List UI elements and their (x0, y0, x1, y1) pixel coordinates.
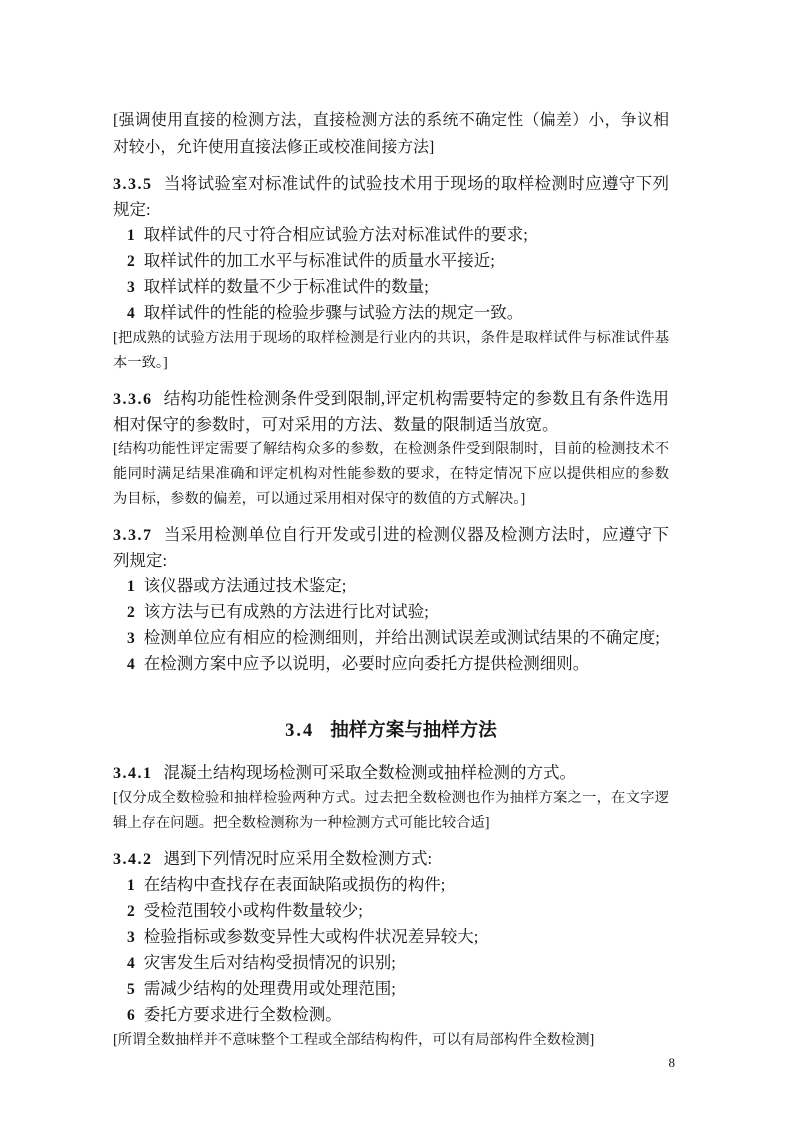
clause-3-4-1-number: 3.4.1 (113, 765, 153, 782)
list-item (113, 924, 669, 950)
item-number: 1 (127, 578, 135, 595)
clause-3-3-6 (113, 386, 669, 437)
item-number: 2 (127, 253, 135, 270)
clause-3-4-1-text: 混凝土结构现场检测可采取全数检测或抽样检测的方式。 (163, 763, 576, 782)
item-text: 需减少结构的处理费用或处理范围; (143, 979, 396, 998)
list-item (113, 872, 669, 898)
section-title: 抽样方案与抽样方法 (330, 721, 497, 741)
list-item (113, 248, 669, 274)
item-number: 3 (127, 929, 135, 946)
item-text: 委托方要求进行全数检测。 (143, 1005, 342, 1024)
item-text: 取样试样的数量不少于标准试件的数量; (143, 277, 429, 296)
clause-3-3-7-items (113, 573, 669, 677)
comment-3-4-1: [仅分成全数检验和抽样检验两种方式。过去把全数检测也作为抽样方案之一，在文字逻辑上存在问题。把全数检测称为一种检测方式可能比较合适] (113, 790, 669, 831)
clause-3-3-5 (113, 171, 669, 222)
clause-3-3-6-number: 3.3.6 (113, 391, 153, 408)
item-number: 3 (127, 279, 135, 296)
item-number: 5 (127, 981, 135, 998)
section-number: 3.4 (285, 721, 315, 741)
item-number: 4 (127, 955, 135, 972)
list-item (113, 573, 669, 599)
list-item (113, 950, 669, 976)
clause-3-3-7 (113, 522, 669, 573)
item-number: 1 (127, 227, 135, 244)
clause-3-4-2 (113, 846, 669, 872)
item-text: 在检测方案中应予以说明，必要时应向委托方提供检测细则。 (143, 654, 590, 673)
comment-3-3-6: [结构功能性评定需要了解结构众多的参数，在检测条件受到限制时，目前的检测技术不能同时满足结果准确和评定机构对性能参数的要求，在特定情况下应以提供相应的参数为目标，参数的偏差，可以通过采用相对保守的数值的方式解决。] (113, 441, 669, 507)
item-number: 1 (127, 877, 135, 894)
item-number: 3 (127, 630, 135, 647)
page-number: 8 (668, 1055, 675, 1070)
item-text: 取样试件的加工水平与标准试件的质量水平接近; (143, 251, 495, 270)
item-number: 2 (127, 604, 135, 621)
item-text: 该仪器或方法通过技术鉴定; (143, 576, 347, 595)
clause-3-3-5-number: 3.3.5 (113, 176, 153, 193)
document-content (113, 107, 669, 1053)
item-number: 6 (127, 1007, 135, 1024)
clause-3-3-5-items (113, 222, 669, 326)
item-text: 取样试件的尺寸符合相应试验方法对标准试件的要求; (143, 225, 528, 244)
list-item (113, 274, 669, 300)
list-item (113, 1002, 669, 1028)
clause-3-3-6-text: 结构功能性检测条件受到限制,评定机构需要特定的参数且有条件选用相对保守的参数时，可对采用的方法、数量的限制适当放宽。 (113, 389, 669, 434)
item-number: 4 (127, 656, 135, 673)
clause-3-4-2-items (113, 872, 669, 1028)
comment-3-4-2: [所谓全数抽样并不意味整个工程或全部结构构件，可以有局部构件全数检测] (113, 1032, 595, 1048)
clause-3-4-2-text: 遇到下列情况时应采用全数检测方式: (163, 849, 433, 868)
list-item (113, 222, 669, 248)
list-item (113, 300, 669, 326)
item-text: 在结构中查找存在表面缺陷或损伤的构件; (143, 875, 446, 894)
item-text: 该方法与已有成熟的方法进行比对试验; (143, 602, 429, 621)
list-item (113, 651, 669, 677)
list-item (113, 976, 669, 1002)
clause-3-4-2-number: 3.4.2 (113, 851, 153, 868)
list-item (113, 625, 669, 651)
section-heading-3-4 (113, 719, 669, 744)
clause-3-3-5-text: 当将试验室对标准试件的试验技术用于现场的取样检测时应遵守下列规定: (113, 174, 669, 219)
list-item (113, 898, 669, 924)
comment-direct-method: [强调使用直接的检测方法，直接检测方法的系统不确定性（偏差）小，争议相对较小，允许使用直接法修正或校准间接方法] (113, 112, 669, 156)
item-text: 取样试件的性能的检验步骤与试验方法的规定一致。 (143, 303, 524, 322)
comment-3-3-5: [把成熟的试验方法用于现场的取样检测是行业内的共识，条件是取样试件与标准试件基本一致。] (113, 330, 669, 371)
clause-3-3-7-text: 当采用检测单位自行开发或引进的检测仪器及检测方法时，应遵守下列规定: (113, 525, 669, 570)
item-number: 4 (127, 305, 135, 322)
clause-3-3-7-number: 3.3.7 (113, 527, 153, 544)
list-item (113, 599, 669, 625)
item-text: 检测单位应有相应的检测细则，并给出测试误差或测试结果的不确定度; (143, 628, 660, 647)
item-number: 2 (127, 903, 135, 920)
item-text: 检验指标或参数变异性大或构件状况差异较大; (143, 927, 479, 946)
clause-3-4-1 (113, 760, 669, 786)
item-text: 灾害发生后对结构受损情况的识别; (143, 953, 396, 972)
item-text: 受检范围较小或构件数量较少; (143, 901, 363, 920)
